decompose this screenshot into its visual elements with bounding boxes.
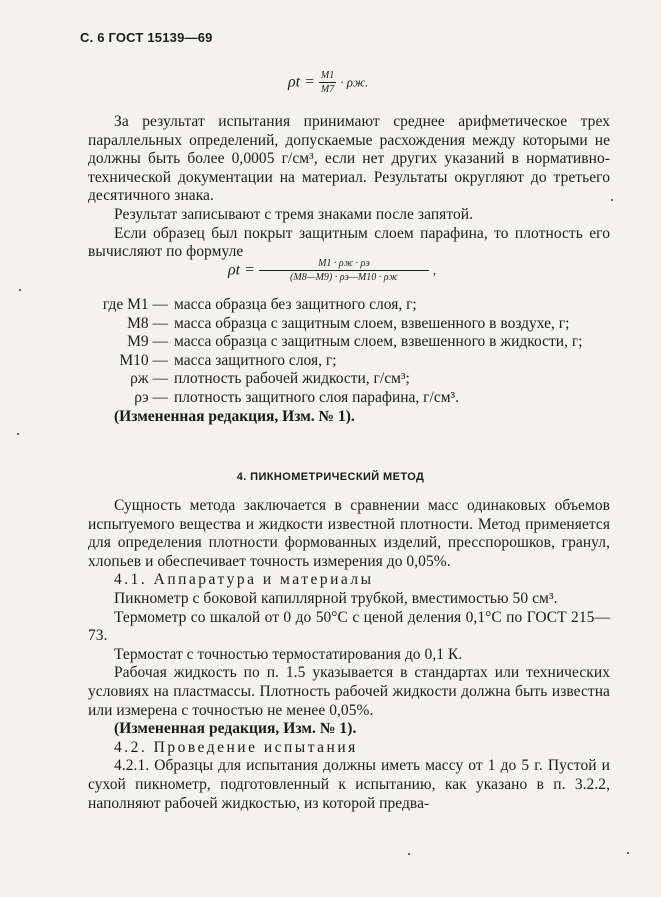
- scan-speck: [627, 852, 629, 854]
- paragraph: Рабочая жидкость по п. 1.5 указывается в стандартах или технических условиях на пластмассы. Плотность рабочей жидкости должна быть известна или измерена с точностью не менее 0,05%.: [88, 664, 610, 719]
- paragraph: Пикнометр с боковой капиллярной трубкой, вместимостью 50 см³.: [114, 589, 558, 607]
- formula-numerator: M1: [320, 70, 335, 81]
- definition-symbol: где M1 —: [102, 296, 168, 313]
- definition-row: [88, 315, 610, 334]
- paragraph: Термостат с точностью термостатирования до 0,1 К.: [114, 645, 463, 663]
- subsection-heading: 4.2. Проведение испытания: [114, 738, 358, 756]
- definition-text: плотность рабочей жидкости, г/см³;: [174, 370, 410, 388]
- formula-density-simple: [288, 70, 368, 95]
- revision-note: (Измененная редакция, Изм. № 1).: [114, 720, 357, 738]
- definition-row: [88, 389, 610, 408]
- definition-text: плотность защитного слоя парафина, г/см³.: [174, 388, 460, 406]
- revision-note: (Измененная редакция, Изм. № 1).: [114, 407, 355, 425]
- paragraph: Термометр со шкалой от 0 до 50°С с ценой деления 0,1°С по ГОСТ 215—73.: [88, 608, 610, 645]
- formula-numerator: M1 · ρж · ρэ: [318, 258, 370, 269]
- section-title: 4. ПИКНОМЕТРИЧЕСКИЙ МЕТОД: [236, 471, 425, 483]
- body-text-a: [88, 113, 610, 262]
- formula-fraction: [259, 258, 429, 283]
- formula-fraction: [319, 70, 336, 95]
- page-header: С. 6 ГОСТ 15139—69: [80, 30, 213, 45]
- symbol-definitions: [88, 296, 610, 426]
- formula-density-coated: [228, 258, 436, 283]
- definition-symbol: ρэ —: [134, 388, 168, 406]
- definition-row: [88, 370, 610, 389]
- paragraph: Сущность метода заключается в сравнении масс одинаковых объемов испытуемого вещества и жидкости известной плотности. Метод применяется для определения плотности формованных изделий, пресспорошков, гранул, хлопьев и обеспечивает точность измерения до 0,05%.: [88, 497, 610, 570]
- formula-rhs: ,: [432, 262, 437, 278]
- paragraph: Если образец был покрыт защитным слоем парафина, то плотность его вычисляют по формуле: [88, 224, 610, 261]
- scan-speck: [17, 433, 19, 435]
- paragraph: Результат записывают с тремя знаками после запятой.: [114, 205, 474, 223]
- formula-rhs: · ρж.: [340, 74, 369, 90]
- scan-speck: [611, 199, 613, 201]
- paragraph: 4.2.1. Образцы для испытания должны иметь массу от 1 до 5 г. Пустой и сухой пикнометр, подготовленный к испытанию, как указано в п. 3.2.2, наполняют рабочей жидкостью, из которой предва-: [88, 757, 610, 812]
- definition-symbol: M9 —: [127, 333, 168, 351]
- subsection-heading: 4.1. Аппаратура и материалы: [114, 571, 374, 589]
- definition-text: масса защитного слоя, г;: [174, 351, 337, 369]
- formula-lhs: ρt =: [288, 73, 315, 91]
- definition-row: [88, 333, 610, 352]
- formula-denominator: (M8—M9) · ρэ—M10 · ρж: [259, 270, 429, 283]
- definition-symbol: M8 —: [127, 314, 168, 332]
- body-text-b: [88, 497, 610, 813]
- definition-text: масса образца с защитным слоем, взвешенного в воздухе, г;: [174, 314, 570, 332]
- formula-lhs: ρt =: [228, 261, 255, 279]
- scan-speck: [408, 853, 410, 855]
- definition-text: масса образца без защитного слоя, г;: [174, 296, 417, 313]
- definition-row: [88, 352, 610, 371]
- scan-speck: [19, 289, 21, 291]
- definition-symbol: M10 —: [119, 351, 168, 369]
- definition-symbol: ρж —: [130, 370, 168, 388]
- paragraph: За результат испытания принимают среднее арифметическое трех параллельных определений, допускаемые расхождения между которыми не должны быть более 0,0005 г/см³, если нет других указаний в нормативно-технической документации на материал. Результаты округляют до третьего десятичного знака.: [88, 113, 610, 205]
- definition-row: [88, 296, 610, 315]
- definition-text: масса образца с защитным слоем, взвешенного в жидкости, г;: [174, 333, 583, 351]
- formula-denominator: M7: [320, 84, 335, 95]
